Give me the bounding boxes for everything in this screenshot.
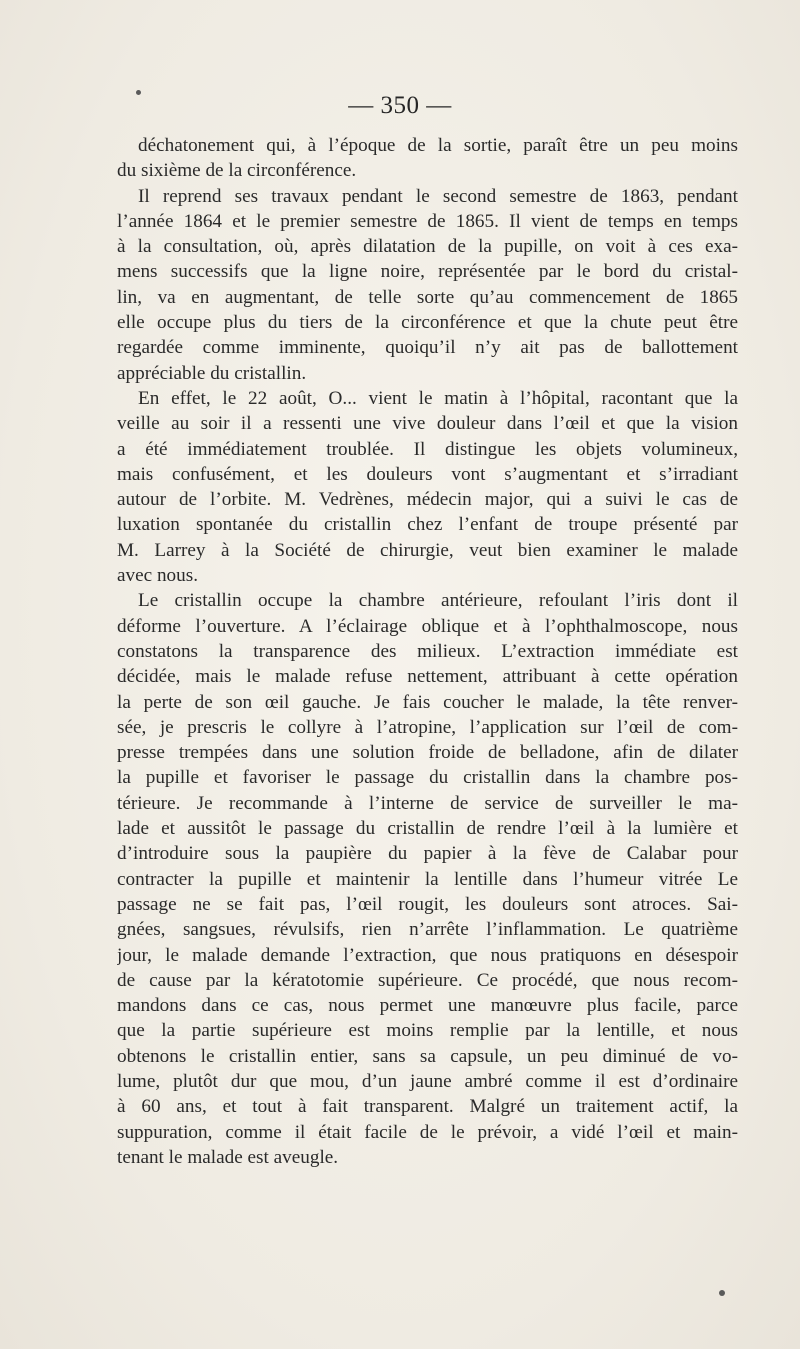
text-line: regardée comme imminente, quoiqu’il n’y ait pas de ballottement	[117, 337, 738, 359]
text-line: la pupille et favoriser le passage du cristallin dans la chambre pos-	[117, 767, 738, 789]
text-line: luxation spontanée du cristallin chez l’enfant de troupe présenté par	[117, 514, 738, 536]
text-line: elle occupe plus du tiers de la circonférence et que la chute peut être	[117, 312, 738, 334]
text-line: En effet, le 22 août, O... vient le matin à l’hôpital, racontant que la	[138, 387, 738, 409]
text-line: presse trempées dans une solution froide de belladone, afin de dilater	[117, 742, 738, 764]
text-line: mandons dans ce cas, nous permet une manœuvre plus facile, parce	[117, 995, 738, 1017]
text-line: de cause par la kératotomie supérieure. Ce procédé, que nous recom-	[117, 969, 738, 991]
text-line: M. Larrey à la Société de chirurgie, veut bien examiner le malade	[117, 539, 738, 561]
body-text	[117, 133, 738, 1170]
text-line: autour de l’orbite. M. Vedrènes, médecin major, qui a suivi le cas de	[117, 489, 738, 511]
text-line: contracter la pupille et maintenir la lentille dans l’humeur vitrée Le	[117, 868, 738, 890]
text-line: a été immédiatement troublée. Il distingue les objets volumineux,	[117, 438, 738, 460]
text-line: veille au soir il a ressenti une vive douleur dans l’œil et que la vision	[117, 413, 738, 435]
text-line: que la partie supérieure est moins remplie par la lentille, et nous	[117, 1020, 738, 1042]
text-line: avec nous.	[117, 565, 198, 587]
paragraph	[117, 184, 738, 386]
text-line: déforme l’ouverture. A l’éclairage oblique et à l’ophthalmoscope, nous	[117, 615, 738, 637]
text-line: à 60 ans, et tout à fait transparent. Malgré un traitement actif, la	[117, 1096, 738, 1118]
text-line: la perte de son œil gauche. Je fais coucher le malade, la tête renver-	[117, 691, 738, 713]
text-line: à la consultation, où, après dilatation de la pupille, on voit à ces exa-	[117, 236, 738, 258]
text-line: mais confusément, et les douleurs vont s’augmentant et s’irradiant	[117, 463, 738, 485]
text-line: mens successifs que la ligne noire, représentée par le bord du cristal-	[117, 261, 738, 283]
text-line: lade et aussitôt le passage du cristallin de rendre l’œil à la lumière et	[117, 818, 738, 840]
text-line: Le cristallin occupe la chambre antérieure, refoulant l’iris dont il	[138, 590, 738, 612]
text-line: suppuration, comme il était facile de le prévoir, a vidé l’œil et main-	[117, 1121, 738, 1143]
paragraph	[117, 386, 738, 588]
text-line: d’introduire sous la paupière du papier à la fève de Calabar pour	[117, 843, 738, 865]
text-line: l’année 1864 et le premier semestre de 1865. Il vient de temps en temps	[117, 210, 738, 232]
text-line: Il reprend ses travaux pendant le second semestre de 1863, pendant	[138, 185, 738, 207]
paragraph	[117, 133, 738, 184]
page-number: — 350 —	[348, 92, 452, 119]
text-line: jour, le malade demande l’extraction, que nous pratiquons en désespoir	[117, 944, 738, 966]
ink-speck	[719, 1290, 725, 1296]
text-line: térieure. Je recommande à l’interne de service de surveiller le ma-	[117, 792, 738, 814]
text-line: sée, je prescris le collyre à l’atropine, l’application sur l’œil de com-	[117, 716, 738, 738]
text-line: tenant le malade est aveugle.	[117, 1146, 339, 1168]
text-line: obtenons le cristallin entier, sans sa capsule, un peu diminué de vo-	[117, 1045, 738, 1067]
text-line: déchatonement qui, à l’époque de la sortie, paraît être un peu moins	[138, 135, 738, 156]
text-line: du sixième de la circonférence.	[117, 160, 357, 182]
text-line: lume, plutôt dur que mou, d’un jaune ambré comme il est d’ordinaire	[117, 1070, 738, 1092]
paragraph	[117, 588, 738, 1170]
text-line: décidée, mais le malade refuse nettement, attribuant à cette opération	[117, 666, 738, 688]
text-line: passage ne se fait pas, l’œil rougit, les douleurs sont atroces. Sai-	[117, 893, 738, 915]
text-line: lin, va en augmentant, de telle sorte qu’au commencement de 1865	[117, 286, 738, 308]
text-line: appréciable du cristallin.	[117, 362, 307, 384]
text-line: constatons la transparence des milieux. L’extraction immédiate est	[117, 640, 738, 662]
text-line: gnées, sangsues, révulsifs, rien n’arrête l’inflammation. Le quatrième	[117, 919, 738, 941]
